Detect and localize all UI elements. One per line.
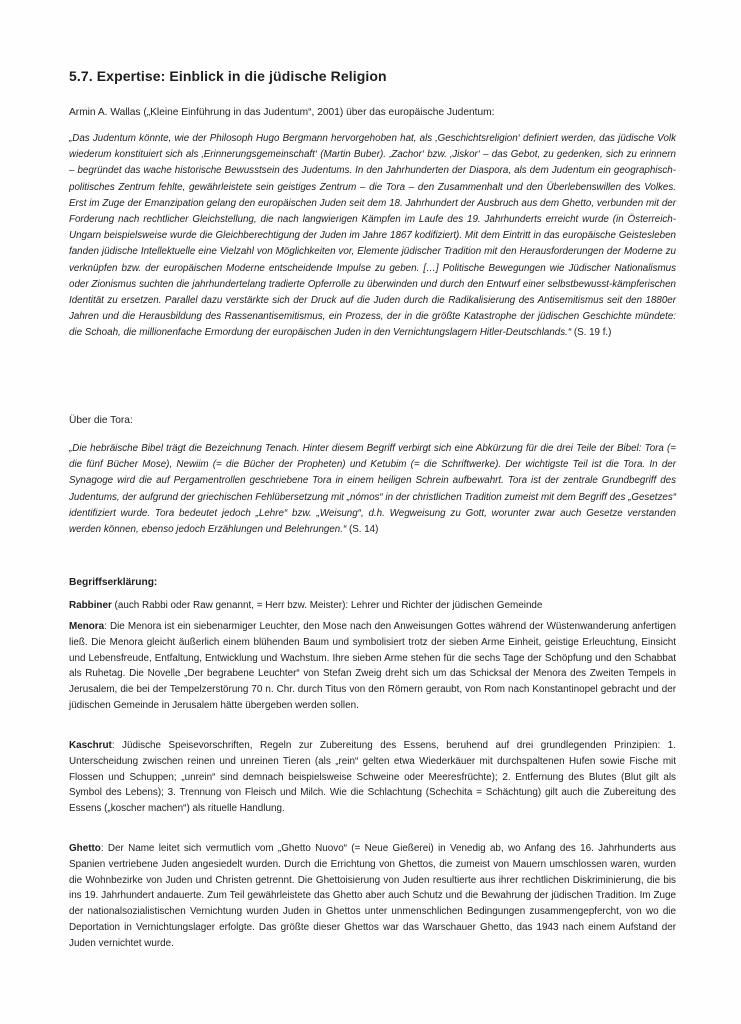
glossary-term: Menora: [69, 621, 105, 632]
section-heading: 5.7. Expertise: Einblick in die jüdische Religion: [69, 68, 387, 84]
glossary-definition: (auch Rabbi oder Raw genannt, = Herr bzw. Meister): Lehrer und Richter der jüdischen Gemeinde: [111, 600, 543, 611]
quote-text: „Das Judentum könnte, wie der Philosoph Hugo Bergmann hervorgehoben hat, als ‚Geschichtsreligion‘ definiert werden, das jüdische Volk wiederum konstituiert sich als ‚Erinnerungsgemeinschaft‘ (Martin Buber). ‚Zachor‘ bzw. ‚Jiskor‘ – das Gebot, zu gedenken, sich zu erinnern – begründet das wache historische Bewusstsein des Judentums. In den Jahrhunderten der Diaspora, als dem Judentum ein geographisch-politisches Zentrum fehlte, gewährleistete sein geistiges Zentrum – die Tora – den Zusammenhalt und den Überlebenswillen des Volkes. Erst im Zuge der Emanzipation gelang den europäischen Juden seit dem 18. Jahrhundert der Ausbruch aus dem Ghetto, verbunden mit der Forderung nach rechtlicher Gleichstellung, die nach langwierigen Kämpfen im Laufe des 19. Jahrhunderts erreicht wurde (in Österreich-Ungarn beispielsweise wurde die Gleichberechtigung der Juden im Jahre 1867 kodifiziert). Mit dem Eintritt in das europäische Geistesleben fanden jüdische Intellektuelle eine Vielzahl von Möglichkeiten vor, Elemente jüdischer Tradition mit den Herausforderungen der Moderne zu verknüpfen bzw. der europäischen Moderne entscheidende Impulse zu geben. […] Politische Bewegungen wie Jüdischer Nationalismus oder Zionismus suchten die jahrhundertelang tradierte Opferrolle zu überwinden und durch den Entwurf einer selbstbewusst-kämpferischen Identität zu ersetzen. Parallel dazu verstärkte sich der Druck auf die Juden durch die Radikalisierung des Antisemitismus seit den 1880er Jahren und die Herausbildung des Rassenantisemitismus, ein Prozess, der in die größte Katastrophe der jüdischen Geschichte mündete: die Schoah, die millionenfache Ermordung der europäischen Juden in den Vernichtungslagern Hitler-Deutschlands.“: [69, 133, 676, 339]
glossary-heading: Begriffserklärung:: [69, 577, 158, 588]
glossary-entry-rabbiner: [69, 598, 676, 614]
wallas-quote-tora: [69, 441, 676, 538]
wallas-quote-judentum: [69, 131, 676, 342]
glossary-definition: : Jüdische Speisevorschriften, Regeln zur Zubereitung des Essens, beruhend auf drei grundlegenden Prinzipien: 1. Unterscheidung zwischen reinen und unreinen Tieren (als „rein“ gelten etwa Wiederkäuer mit durchspaltenen Hufen sowie Fische mit Flossen und Schuppen; „unrein“ sind demnach beispielsweise Schweine oder Meeresfrüchte); 2. Entfernung des Blutes (Blut gilt als Symbol des Lebens); 3. Trennung von Fleisch und Milch. Wie die Schlachtung (Schechita = Schächtung) gilt auch die Zubereitung des Essens („koscher machen“) als rituelle Handlung.: [69, 740, 676, 815]
quote-citation: (S. 19 f.): [571, 327, 612, 339]
glossary-definition: : Der Name leitet sich vermutlich vom „Ghetto Nuovo“ (= Neue Gießerei) in Venedig ab, wo Anfang des 16. Jahrhunderts aus Spanien vertriebene Juden angesiedelt wurden. Durch die Errichtung von Ghettos, die zumeist von Mauern umschlossen waren, wurden die Wohnbezirke von Juden und Christen getrennt. Die Ghettoisierung von Juden resultierte aus ihrer rechtlichen Diskriminierung, die bis ins 19. Jahrhundert andauerte. Zum Teil gewährleistete das Ghetto aber auch Schutz und die Bewahrung der jüdischen Tradition. Im Zuge der nationalsozialistischen Vernichtung wurden Juden in Ghettos unter unmenschlichen Bedingungen zusammengepfercht, von wo die Deportation in Vernichtungslager erfolgte. Das größte dieser Ghettos war das Warschauer Ghetto, das 1943 nach einem Aufstand der Juden vernichtet wurde.: [69, 843, 676, 949]
glossary-term: Kaschrut: [69, 740, 112, 751]
glossary-definition: : Die Menora ist ein siebenarmiger Leuchter, den Mose nach den Anweisungen Gottes während der Wüstenwanderung anfertigen ließ. Die Menora gleicht äußerlich einem blühenden Baum und symbolisiert trotz der sieben Arme Einheit, geistige Erleuchtung, Einsicht und Lebensfreude, Entfaltung, Entwicklung und Wachstum. Ihre sieben Arme stehen für die sechs Tage der Schöpfung und den Schabbat als Ruhetag. Die Novelle „Der begrabene Leuchter“ von Stefan Zweig dreht sich um das Schicksal der Menora des Zweiten Tempels in Jerusalem, die bei der Tempelzerstörung 70 n. Chr. durch Titus von den Römern geraubt, von Rom nach Konstantinopel gebracht und der jüdischen Gemeinde in Jerusalem hätte übergeben werden sollen.: [69, 621, 676, 711]
glossary-entry-menora: [69, 619, 676, 714]
glossary-entry-ghetto: [69, 841, 676, 952]
quote-citation: (S. 14): [346, 524, 379, 536]
quote-text: „Die hebräische Bibel trägt die Bezeichnung Tenach. Hinter diesem Begriff verbirgt sich eine Abkürzung für die drei Teile der Bibel: Tora (= die fünf Bücher Mose), Newiim (= die Bücher der Propheten) und Ketubim (= die Schriftwerke). Der wichtigste Teil ist die Tora. In der Synagoge wird die auf Pergamentrollen geschriebene Tora in einem heiligen Schrein aufbewahrt. Tora ist der zentrale Grundbegriff des Judentums, der aufgrund der griechischen Fehlübersetzung mit „nómos“ in der christlichen Tradition zumeist mit dem Begriff des „Gesetzes“ identifiziert wurde. Tora bedeutet jedoch „Lehre“ bzw. „Weisung“, d.h. Wegweisung zu Gott, worunter zwar auch Gesetze verstanden werden können, ebenso jedoch Erzählungen und Belehrungen.“: [69, 443, 676, 536]
glossary-term: Rabbiner: [69, 600, 112, 611]
tora-heading: Über die Tora:: [69, 415, 133, 426]
glossary-term: Ghetto: [69, 843, 101, 854]
intro-sentence: Armin A. Wallas („Kleine Einführung in das Judentum“, 2001) über das europäische Judentum:: [69, 107, 495, 118]
glossary-entry-kaschrut: [69, 738, 676, 817]
